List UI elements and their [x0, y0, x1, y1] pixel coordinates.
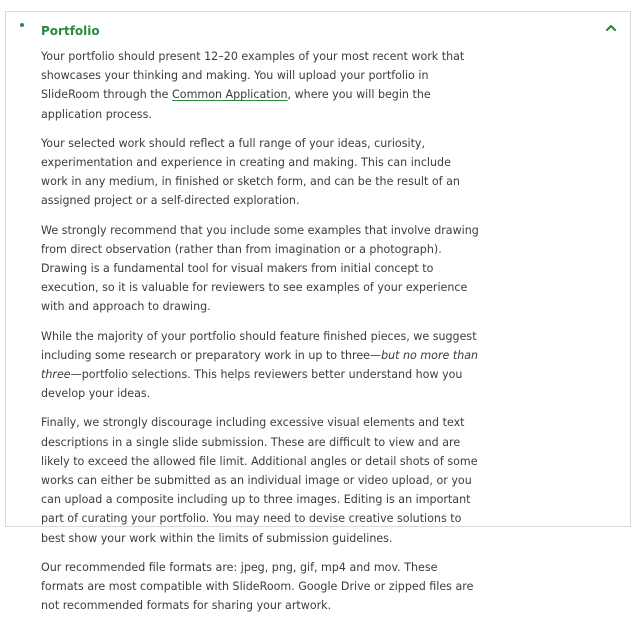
paragraph-text: , where you will begin the application process.: [41, 88, 431, 121]
accordion-content: [41, 47, 481, 625]
paragraph: Finally, we strongly discourage including excessive visual elements and text descriptions in a single slide submission. These are difficult to view and are likely to exceed the allowed file limit. Additional angles or detail shots of some works can either be submitted as an individual image or video upload, or you can upload a composite including up to three images. Editing is an important part of curating your portfolio. You may need to devise creative solutions to best show your work within the limits of submission guidelines.: [41, 416, 478, 545]
emphasis-text: but no more than three: [41, 348, 479, 382]
paragraph: We strongly recommend that you include some examples that involve drawing from direct observation (rather than from imagination or a photograph). Drawing is a fundamental tool for visual makers from initial concept to execution, so it is valuable for reviewers to see examples of your experience with and approach to drawing.: [41, 223, 479, 314]
paragraph: [41, 47, 481, 124]
section-title[interactable]: Portfolio: [41, 24, 100, 38]
common-application-link[interactable]: Common Application: [172, 88, 288, 102]
chevron-up-icon[interactable]: [605, 22, 617, 34]
paragraph: Your selected work should reflect a full range of your ideas, curiosity, experimentation and experience in creating and making. This can include work in any medium, in finished or sketch form, and can be the result of an assigned project or a self-directed exploration.: [41, 136, 460, 208]
accordion-panel: [5, 11, 631, 613]
bullet-icon: [20, 23, 24, 27]
accordion-header[interactable]: [6, 12, 630, 50]
paragraph-text: While the majority of your portfolio should feature finished pieces, we suggest including some research or preparatory work in up to three—: [41, 329, 477, 362]
paragraph-text: —portfolio selections. This helps reviewers better understand how you develop your ideas.: [41, 368, 463, 401]
paragraph-text: Your portfolio should present 12–20 examples of your most recent work that showcases your thinking and making. You will upload your portfolio in SlideRoom through the: [41, 50, 465, 102]
paragraph: [41, 327, 481, 404]
paragraph: Our recommended file formats are: jpeg, png, gif, mp4 and mov. These formats are most compatible with SlideRoom. Google Drive or zipped files are not recommended formats for sharing your artwork.: [41, 560, 474, 613]
